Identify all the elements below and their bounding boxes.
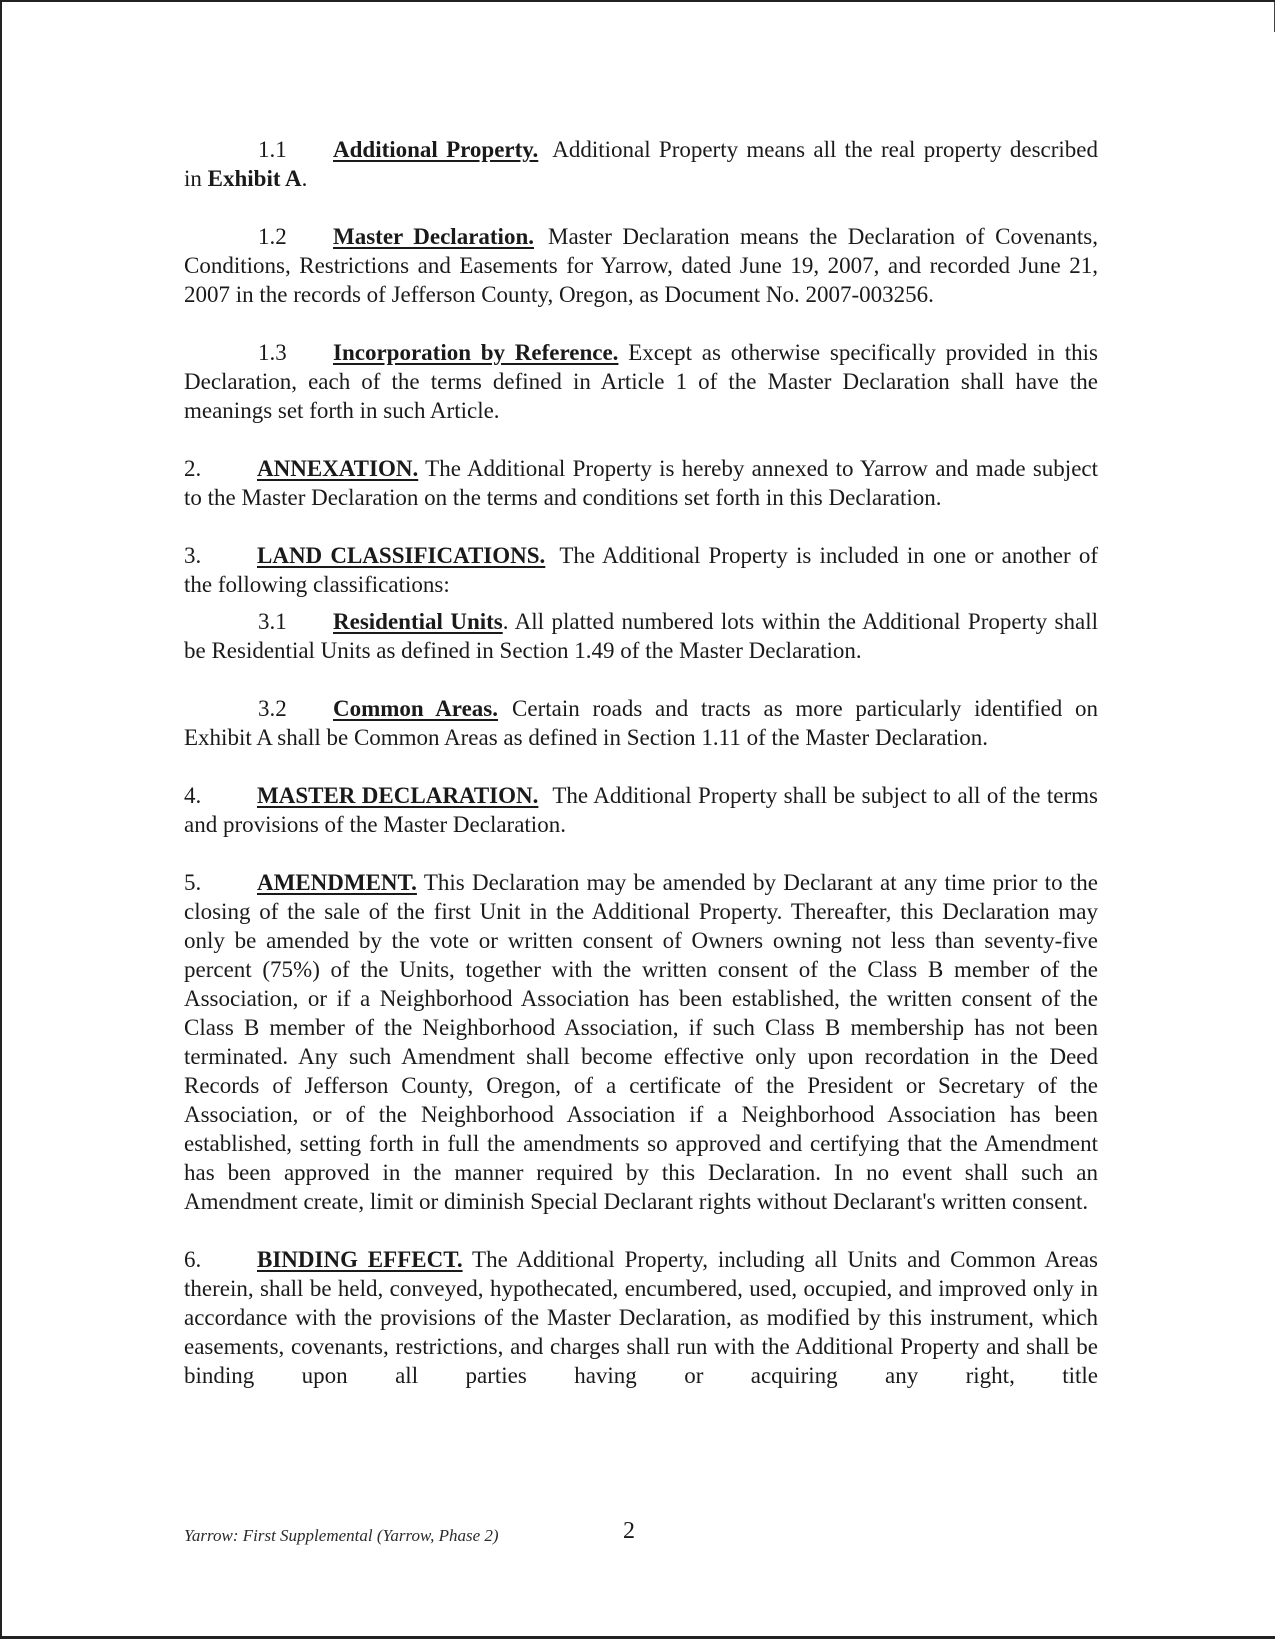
section-heading: AMENDMENT. [257,870,417,895]
section-2 [184,454,1098,512]
section-heading: LAND CLASSIFICATIONS. [257,543,546,568]
section-number: 3.2 [258,696,287,721]
section-text: Master Declaration means the Declaration of Covenants, Conditions, Restrictions and Easements for Yarrow, dated June 19, 2007, and recorded June 21, 2007 in the records of Jefferson County, Oregon, as Document No. 2007-003256. [184,224,1098,307]
section-heading: MASTER DECLARATION. [257,783,539,808]
section-3 [184,541,1098,599]
section-text: The Additional Property is hereby annexed to Yarrow and made subject to the Master Declaration on the terms and conditions set forth in this Declaration. [184,456,1099,510]
section-3-2 [184,694,1098,752]
section-number: 3. [184,543,202,568]
section-text: Except as otherwise specifically provided in this Declaration, each of the terms defined in Article 1 of the Master Declaration shall have the meanings set forth in such Article. [184,340,1098,423]
section-number: 6. [184,1247,202,1272]
section-number: 4. [184,783,202,808]
page-number: 2 [623,1518,635,1544]
section-heading: BINDING EFFECT. [257,1247,463,1272]
exhibit-reference: Exhibit A [207,166,302,191]
section-heading: Residential Units [333,609,503,634]
section-text: This Declaration may be amended by Declarant at any time prior to the closing of the sale of the first Unit in the Additional Property. Thereafter, this Declaration may only be amended by the vote or written consent of Owners owning not less than seventy-five percent (75%) of the Units, together with the written consent of the Class B member of the Association, or if a Neighborhood Association has been established, the written consent of the Class B member of the Neighborhood Association, if such Class B membership has not been terminated. Any such Amendment shall become effective only upon recordation in the Deed Records of Jefferson County, Oregon, of a certificate of the President or Secretary of the Association, or of the Neighborhood Association if a Neighborhood Association has been established, setting forth in full the amendments so approved and certifying that the Amendment has been approved in the manner required by this Declaration. In no event shall such an Amendment create, limit or diminish Special Declarant rights without Declarant's written consent. [184,870,1098,1214]
section-1-3 [184,338,1098,425]
section-1-1 [184,135,1098,193]
section-number: 1.3 [258,340,287,365]
section-number: 5. [184,870,202,895]
section-4 [184,781,1098,839]
document-body [184,135,1098,1390]
section-heading: Master Declaration. [333,224,534,249]
section-5 [184,868,1098,1216]
section-text: . All platted numbered lots within the Additional Property shall be Residential Units as defined in Section 1.49 of the Master Declaration. [184,609,1098,663]
section-6 [184,1245,1098,1390]
section-text-tail: . [301,166,308,191]
section-1-2 [184,222,1098,309]
section-text: The Additional Property shall be subject to all of the terms and provisions of the Master Declaration. [184,783,1099,837]
section-text: Certain roads and tracts as more particularly identified on Exhibit A shall be Common Areas as defined in Section 1.11 of the Master Declaration. [184,696,1099,750]
section-heading: ANNEXATION. [257,456,419,481]
section-text: Additional Property means all the real property described in [184,137,1098,191]
section-number: 1.1 [258,137,287,162]
section-text: The Additional Property, including all Units and Common Areas therein, shall be held, conveyed, hypothecated, encumbered, used, occupied, and improved only in accordance with the provisions of the Master Declaration, as modified by this instrument, which easements, covenants, restrictions, and charges shall run with the Additional Property and shall be binding upon all parties having or acquiring any right, title [184,1247,1098,1388]
section-number: 2. [184,456,202,481]
section-3-1 [184,607,1098,665]
section-text: The Additional Property is included in one or another of the following classifications: [184,543,1098,597]
section-heading: Incorporation by Reference. [333,340,619,365]
section-number: 3.1 [258,609,287,634]
footer-document-title: Yarrow: First Supplemental (Yarrow, Phase 2) [184,1526,499,1545]
section-heading: Additional Property. [333,137,539,162]
section-heading: Common Areas. [333,696,499,721]
section-number: 1.2 [258,224,287,249]
